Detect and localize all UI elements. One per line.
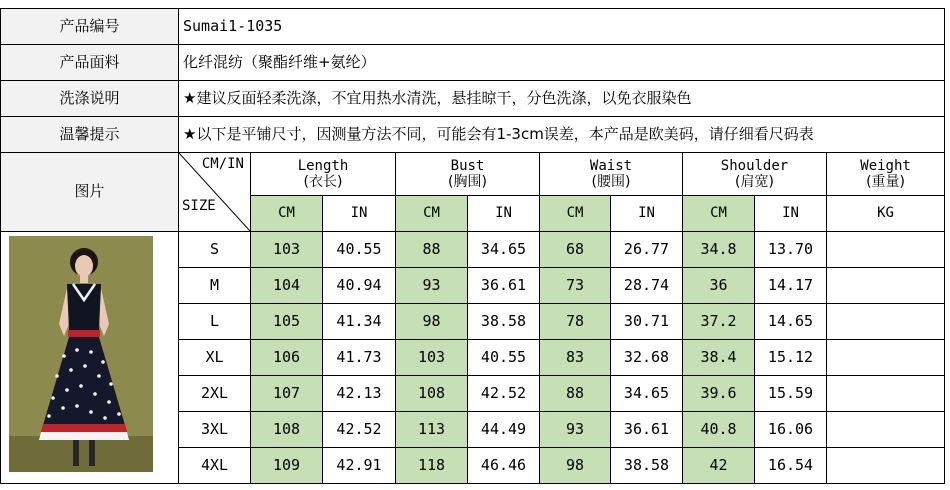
size-label: M [179,268,251,304]
measure-name-cn: (胸围) [448,174,487,190]
size-label: L [179,304,251,340]
info-value: ★以下是平铺尺寸，因测量方法不同，可能会有1-3cm误差，本产品是欧美码，请仔细看尺码表 [179,117,945,153]
measurement-value: 39.6 [683,376,755,412]
measure-name-en: Waist [589,157,633,174]
measurement-value: 16.54 [755,448,827,484]
info-value: Sumai1-1035 [179,9,945,45]
info-row [1,117,945,153]
measure-name-cn: (重量) [866,174,906,190]
measurement-value: 88 [396,232,468,268]
measurement-value: 118 [396,448,468,484]
corner-cm-in: CM/IN [201,156,244,172]
measurement-value [827,340,945,376]
measure-name-cn: (腰围) [591,174,631,190]
size-chart-sheet [0,8,944,484]
unit-label: CM [683,196,755,232]
measurement-value: 113 [396,412,468,448]
unit-label: CM [251,196,323,232]
measurement-value: 108 [251,412,323,448]
measurement-value: 13.70 [755,232,827,268]
measure-header [683,153,827,196]
measure-header [827,153,945,196]
measurement-value [827,304,945,340]
measurement-value: 34.8 [683,232,755,268]
unit-label: IN [611,196,683,232]
measurement-value: 68 [540,232,611,268]
measurement-value: 93 [396,268,468,304]
measure-name-en: Length [297,157,349,174]
measurement-value: 30.71 [611,304,683,340]
info-label: 产品编号 [1,9,179,45]
measurement-value: 28.74 [611,268,683,304]
measurement-value: 44.49 [468,412,540,448]
measurement-value [827,232,945,268]
measurement-value: 41.73 [323,340,396,376]
measurement-value: 40.94 [323,268,396,304]
measure-header [251,153,396,196]
measurement-value: 32.68 [611,340,683,376]
measurement-value: 88 [540,376,611,412]
measurement-value: 73 [540,268,611,304]
measurement-value: 14.17 [755,268,827,304]
measure-name-cn: (衣长) [303,174,343,190]
measurement-value: 36 [683,268,755,304]
measurement-value [827,376,945,412]
measure-name-en: Weight [860,157,911,174]
measurement-value: 108 [396,376,468,412]
measurement-value: 38.58 [611,448,683,484]
corner-cell [179,153,251,232]
measure-header-row [1,153,945,196]
measurement-value: 38.58 [468,304,540,340]
size-label: 3XL [179,412,251,448]
measurement-value: 36.61 [611,412,683,448]
measurement-value: 109 [251,448,323,484]
measurement-value: 42.91 [323,448,396,484]
unit-label: CM [540,196,611,232]
info-value: 化纤混纺（聚酯纤维+氨纶） [179,45,945,81]
size-row [1,232,945,268]
measure-header [540,153,683,196]
measurement-value: 98 [540,448,611,484]
measurement-value: 93 [540,412,611,448]
measurement-value: 26.77 [611,232,683,268]
measurement-value: 37.2 [683,304,755,340]
measurement-value: 34.65 [468,232,540,268]
measurement-value: 15.59 [755,376,827,412]
measurement-value: 42.52 [468,376,540,412]
measurement-value: 98 [396,304,468,340]
measurement-value: 41.34 [323,304,396,340]
unit-label: KG [827,196,945,232]
size-label: XL [179,340,251,376]
measurement-value: 103 [396,340,468,376]
measure-header [396,153,540,196]
measurement-value: 83 [540,340,611,376]
measurement-value: 16.06 [755,412,827,448]
picture-label: 图片 [1,153,179,232]
measurement-value: 103 [251,232,323,268]
info-label: 洗涤说明 [1,81,179,117]
measurement-value [827,448,945,484]
measurement-value [827,268,945,304]
measurement-value: 40.55 [323,232,396,268]
measurement-value: 40.8 [683,412,755,448]
info-label: 产品面料 [1,45,179,81]
photo-cell [1,232,179,484]
corner-size: SIZE [182,197,216,214]
measurement-value: 106 [251,340,323,376]
info-label: 温馨提示 [1,117,179,153]
unit-label: IN [323,196,396,232]
info-row [1,45,945,81]
measure-name-en: Shoulder [720,157,789,174]
unit-label: IN [755,196,827,232]
measurement-value: 107 [251,376,323,412]
measure-name-en: Bust [450,157,485,174]
info-row [1,9,945,45]
measurement-value: 36.61 [468,268,540,304]
unit-label: CM [396,196,468,232]
measurement-value: 104 [251,268,323,304]
dress-model-photo [9,236,153,472]
measure-name-cn: (肩宽) [735,174,774,190]
measurement-value: 14.65 [755,304,827,340]
measurement-value [827,412,945,448]
measurement-value: 15.12 [755,340,827,376]
size-label: S [179,232,251,268]
size-label: 4XL [179,448,251,484]
info-row [1,81,945,117]
measurement-value: 46.46 [468,448,540,484]
measurement-value: 42.13 [323,376,396,412]
measurement-value: 40.55 [468,340,540,376]
measurement-value: 34.65 [611,376,683,412]
measurement-value: 105 [251,304,323,340]
size-chart-table [0,8,945,484]
measurement-value: 42 [683,448,755,484]
measurement-value: 38.4 [683,340,755,376]
info-value: ★建议反面轻柔洗涤，不宜用热水清洗，悬挂晾干，分色洗涤，以免衣服染色 [179,81,945,117]
unit-label: IN [468,196,540,232]
size-label: 2XL [179,376,251,412]
measurement-value: 78 [540,304,611,340]
measurement-value: 42.52 [323,412,396,448]
